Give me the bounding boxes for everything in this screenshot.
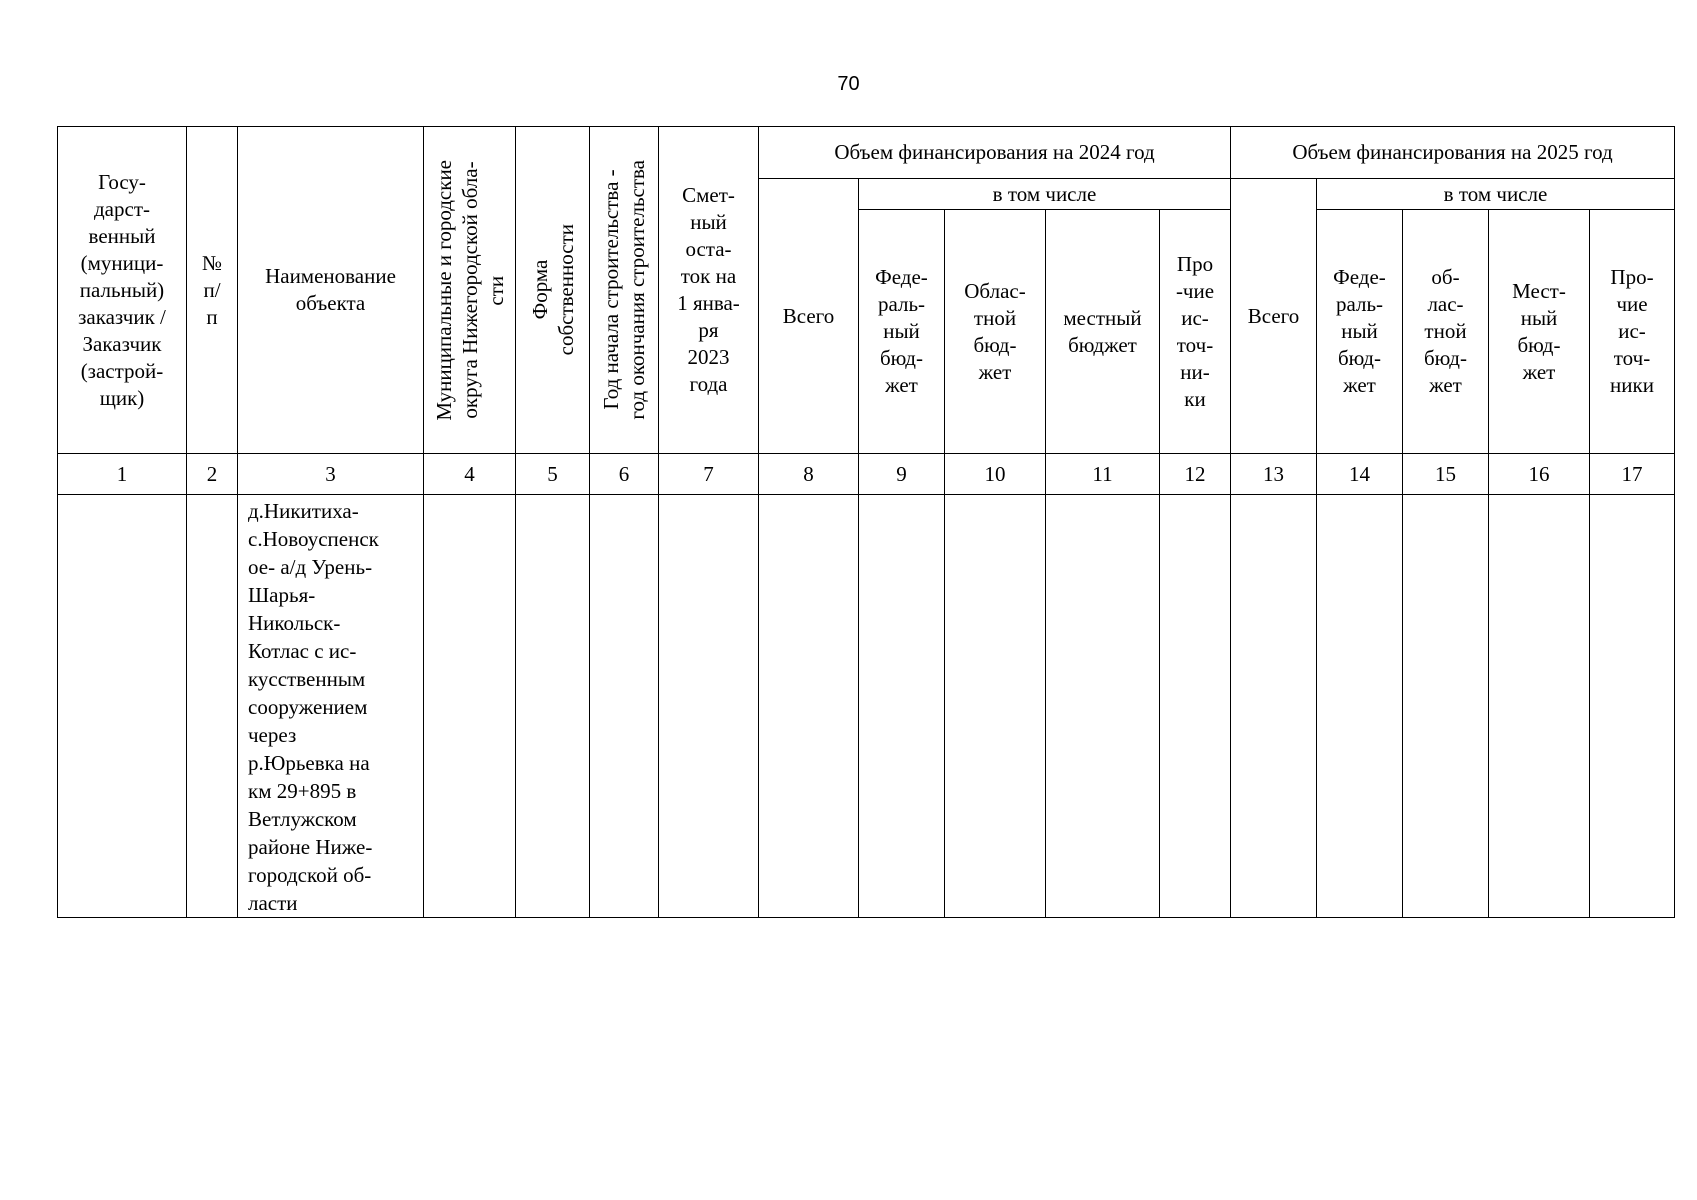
header-other-2025: Про- чие ис- точ- ники xyxy=(1590,210,1675,454)
column-number: 10 xyxy=(945,454,1046,495)
cell-regional-2025 xyxy=(1403,495,1489,918)
header-total-2024: Всего xyxy=(759,179,859,454)
cell-total-2025 xyxy=(1231,495,1317,918)
cell-local-2025 xyxy=(1489,495,1590,918)
header-financing-2025: Объем финансирования на 2025 год xyxy=(1231,127,1675,179)
column-number: 11 xyxy=(1046,454,1160,495)
cell-local-2024 xyxy=(1046,495,1160,918)
header-local-2024: местный бюджет xyxy=(1046,210,1160,454)
header-including-2024: в том числе xyxy=(859,179,1231,210)
header-customer: Госу- дарст- венный (муници- пальный) заказчик / Заказчик (застрой- щик) xyxy=(58,127,187,454)
column-number: 1 xyxy=(58,454,187,495)
header-number: № п/ п xyxy=(187,127,238,454)
column-number: 5 xyxy=(516,454,590,495)
cell-municipal-district xyxy=(424,495,516,918)
cell-ownership-form xyxy=(516,495,590,918)
header-including-2025: в том числе xyxy=(1317,179,1675,210)
header-object-name: Наименование объекта xyxy=(238,127,424,454)
header-ownership-form-text: Форма собственности xyxy=(527,224,578,356)
cell-estimated-balance xyxy=(659,495,759,918)
cell-other-2024 xyxy=(1160,495,1231,918)
cell-regional-2024 xyxy=(945,495,1046,918)
header-municipal-districts-text: Муниципальные и городские округа Нижегородской обла- сти xyxy=(431,159,508,421)
cell-total-2024 xyxy=(759,495,859,918)
header-ownership-form xyxy=(516,127,590,454)
column-number: 3 xyxy=(238,454,424,495)
cell-customer xyxy=(58,495,187,918)
column-number: 7 xyxy=(659,454,759,495)
column-number-row xyxy=(58,454,1675,495)
financing-table xyxy=(57,126,1675,918)
header-total-2025: Всего xyxy=(1231,179,1317,454)
column-number: 16 xyxy=(1489,454,1590,495)
cell-other-2025 xyxy=(1590,495,1675,918)
table-row xyxy=(58,495,1675,918)
cell-number xyxy=(187,495,238,918)
header-municipal-districts xyxy=(424,127,516,454)
header-federal-2024: Феде- раль- ный бюд- жет xyxy=(859,210,945,454)
column-number: 17 xyxy=(1590,454,1675,495)
column-number: 8 xyxy=(759,454,859,495)
page-number: 70 xyxy=(837,73,860,95)
header-other-2024: Про -чие ис- точ- ни- ки xyxy=(1160,210,1231,454)
column-number: 12 xyxy=(1160,454,1231,495)
cell-object-name: д.Никитиха- с.Новоуспенск ое- а/д Урень- Шарья- Никольск- Котлас с ис- кусственным сооружением через р.Юрьевка на км 29+895 в Ветлужском районе Ниже- городской об- ласти xyxy=(238,495,424,918)
header-regional-2024: Облас- тной бюд- жет xyxy=(945,210,1046,454)
cell-construction-years xyxy=(590,495,659,918)
header-federal-2025: Феде- раль- ный бюд- жет xyxy=(1317,210,1403,454)
column-number: 13 xyxy=(1231,454,1317,495)
header-financing-2024: Объем финансирования на 2024 год xyxy=(759,127,1231,179)
column-number: 15 xyxy=(1403,454,1489,495)
column-number: 4 xyxy=(424,454,516,495)
header-construction-years xyxy=(590,127,659,454)
column-number: 14 xyxy=(1317,454,1403,495)
header-local-2025: Мест- ный бюд- жет xyxy=(1489,210,1590,454)
column-number: 6 xyxy=(590,454,659,495)
cell-federal-2025 xyxy=(1317,495,1403,918)
header-regional-2025: об- лас- тной бюд- жет xyxy=(1403,210,1489,454)
header-estimated-balance: Смет- ный оста- ток на 1 янва- ря 2023 года xyxy=(659,127,759,454)
column-number: 2 xyxy=(187,454,238,495)
header-construction-years-text: Год начала строительства - год окончания строительства xyxy=(599,160,649,420)
column-number: 9 xyxy=(859,454,945,495)
cell-federal-2024 xyxy=(859,495,945,918)
